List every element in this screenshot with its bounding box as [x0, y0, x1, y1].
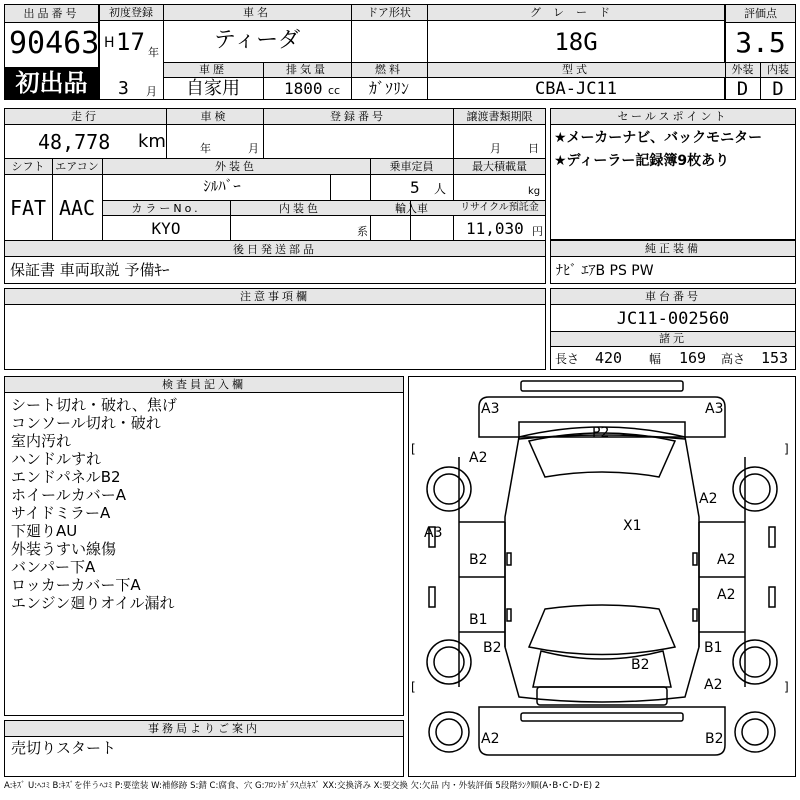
legend: A:ｷｽﾞ U:ﾍｺﾐ B:ｷｽﾞを伴うﾍｺﾐ P:要塗装 W:補修跡 S:錆 C:腐食、穴 G:ﾌﾛﾝﾄｶﾞﾗｽ点ｷｽﾞ XX:交換済み X:要交換 欠:欠品 内・外装評価 5段階ﾗﾝｸ順(A･B･C･D･E) 2 [4, 781, 601, 791]
equipment-label: 純正装備 [551, 241, 795, 257]
import-label: 輸入車 [395, 202, 428, 215]
month-unit: 月 [146, 85, 157, 98]
reg-no-label: 登録番号 [330, 110, 386, 123]
sales-point-2: ★ディーラー記録簿9枚あり [554, 153, 730, 169]
inspection-label: 車検 [200, 110, 229, 123]
ext-grade: D [736, 78, 749, 100]
inspector-notes-list [11, 396, 177, 612]
inspector-box [4, 376, 404, 716]
damage-mark: B2 [483, 640, 502, 656]
damage-mark: A2 [717, 587, 736, 603]
inspector-note: バンパー下A [11, 558, 96, 576]
inspector-note: サイドミラーA [11, 504, 111, 522]
sales-point-1: ★メーカーナビ、バックモニター [554, 130, 763, 146]
dims-label: 諸元 [551, 332, 795, 347]
length: 420 [595, 349, 623, 367]
inspector-note: 外装うすい線傷 [11, 540, 117, 558]
month: 3 [118, 78, 129, 99]
fuel-label: 燃料 [375, 63, 403, 76]
capacity-unit: 人 [434, 182, 447, 196]
lot-number-box [4, 4, 99, 100]
length-label: 長さ [555, 352, 580, 366]
ext-color: ｼﾙﾊﾞｰ [203, 177, 241, 195]
first-reg-label: 初度登録 [109, 6, 153, 19]
int-color-unit: 系 [357, 225, 368, 238]
notes-label: 注意事項欄 [5, 289, 545, 305]
sales-point-box [550, 108, 796, 240]
grade-label: グレード [530, 6, 622, 19]
equipment: ﾅﾋﾞ ｴｱB PS PW [556, 263, 654, 279]
damage-mark: A2 [717, 552, 736, 568]
width: 169 [679, 349, 707, 367]
history-label: 車歴 [199, 63, 227, 76]
height-label: 高さ [721, 352, 746, 366]
chassis-box [550, 288, 796, 370]
history: 自家用 [186, 78, 240, 99]
ac-label: エアコン [55, 160, 99, 173]
damage-mark: A2 [481, 731, 500, 747]
lot-number-label: 出品番号 [5, 5, 98, 23]
inspector-label: 検査員記入欄 [5, 377, 403, 393]
chassis-label: 車台番号 [551, 289, 795, 305]
shift: FAT [9, 196, 47, 220]
car-diagram-box [408, 376, 796, 777]
bracket-mark: ] [784, 442, 789, 456]
damage-mark: A2 [469, 450, 488, 466]
door-label: ドア形状 [367, 6, 411, 19]
damage-mark: P2 [592, 425, 610, 441]
car-name: ティーダ [213, 28, 301, 53]
recycle-unit: 円 [532, 225, 543, 238]
shift-label: シフト [11, 160, 45, 173]
score: 3.5 [735, 26, 786, 59]
bracket-mark: [ [411, 442, 416, 456]
ext-color-label: 外装色 [215, 160, 257, 173]
int-label: 内装 [767, 63, 789, 76]
year-unit: 年 [148, 46, 159, 59]
sales-point-label: セールスポイント [551, 109, 795, 125]
inspector-note: コンソール切れ・破れ [11, 414, 161, 432]
transfer-day-unit: 日 [528, 142, 539, 155]
inspection-month-unit: 月 [248, 142, 259, 155]
grade: 18G [554, 28, 598, 56]
later-parts: 保証書 車両取説 予備ｷｰ [10, 261, 170, 279]
mileage: 48,778 [38, 130, 111, 154]
damage-mark: A2 [704, 677, 723, 693]
ext-label: 外装 [731, 63, 754, 76]
damage-mark: A3 [481, 401, 500, 417]
notes-box [4, 288, 546, 370]
inspector-note: 下廻りAU [11, 522, 78, 540]
damage-mark: A3 [424, 525, 443, 541]
damage-mark: A2 [699, 491, 718, 507]
damage-mark: B1 [704, 640, 723, 656]
transfer-label: 譲渡書類期限 [466, 110, 533, 123]
int-color-label: 内装色 [279, 202, 321, 215]
recycle-label: リサイクル預託金 [460, 202, 539, 213]
inspector-note: シート切れ・破れ、焦げ [11, 396, 177, 414]
office-label: 事務局よりご案内 [5, 721, 403, 737]
first-listing-badge: 初出品 [5, 67, 98, 99]
inspector-note: ホイールカバーA [11, 486, 126, 504]
ac: AAC [58, 196, 96, 220]
damage-mark: X1 [623, 518, 642, 534]
int-grade: D [772, 78, 784, 100]
inspector-note: ロッカーカバー下A [11, 576, 141, 594]
capacity-label: 乗車定員 [389, 160, 434, 173]
mileage-unit: km [138, 131, 166, 152]
capacity: 5 [410, 178, 420, 197]
model: CBA-JC11 [535, 79, 617, 99]
inspector-note: 室内汚れ [11, 432, 72, 450]
equipment-box [550, 240, 796, 284]
width-label: 幅 [649, 352, 662, 366]
inspector-note: ハンドルすれ [11, 450, 102, 468]
car-name-label: 車名 [243, 6, 271, 19]
payload-unit: kg [528, 186, 541, 197]
office-box [4, 720, 404, 777]
displacement-label: 排気量 [286, 63, 328, 76]
payload-label: 最大積載量 [472, 160, 527, 173]
bracket-mark: [ [411, 680, 416, 694]
lot-number: 90463 [9, 26, 100, 61]
mileage-label: 走行 [71, 110, 99, 123]
year: 17 [116, 28, 145, 56]
chassis-number: JC11-002560 [616, 309, 730, 329]
damage-mark: B1 [469, 612, 488, 628]
displacement: 1800 [284, 79, 323, 98]
later-parts-label: 後日発送部品 [233, 243, 317, 256]
fuel: ｶﾞｿﾘﾝ [368, 79, 409, 98]
damage-mark: B2 [469, 552, 488, 568]
damage-mark: A3 [705, 401, 724, 417]
inspector-note: エンドパネルB2 [11, 468, 121, 486]
score-label: 評価点 [726, 5, 795, 23]
transfer-month-unit: 月 [490, 142, 501, 155]
height: 153 [761, 349, 789, 367]
inspection-year-unit: 年 [200, 142, 211, 155]
displacement-unit: cc [328, 84, 341, 97]
recycle-fee: 11,030 [466, 219, 524, 238]
color-no: KYO [151, 219, 181, 238]
model-label: 型式 [562, 63, 590, 76]
damage-mark: B2 [631, 657, 650, 673]
color-no-label: カラーNo. [131, 202, 201, 215]
bracket-mark: ] [784, 680, 789, 694]
office-note: 売切りスタート [11, 739, 117, 757]
era: H [104, 35, 115, 51]
damage-mark: B2 [705, 731, 724, 747]
inspector-note: エンジン廻りオイル漏れ [11, 594, 175, 612]
